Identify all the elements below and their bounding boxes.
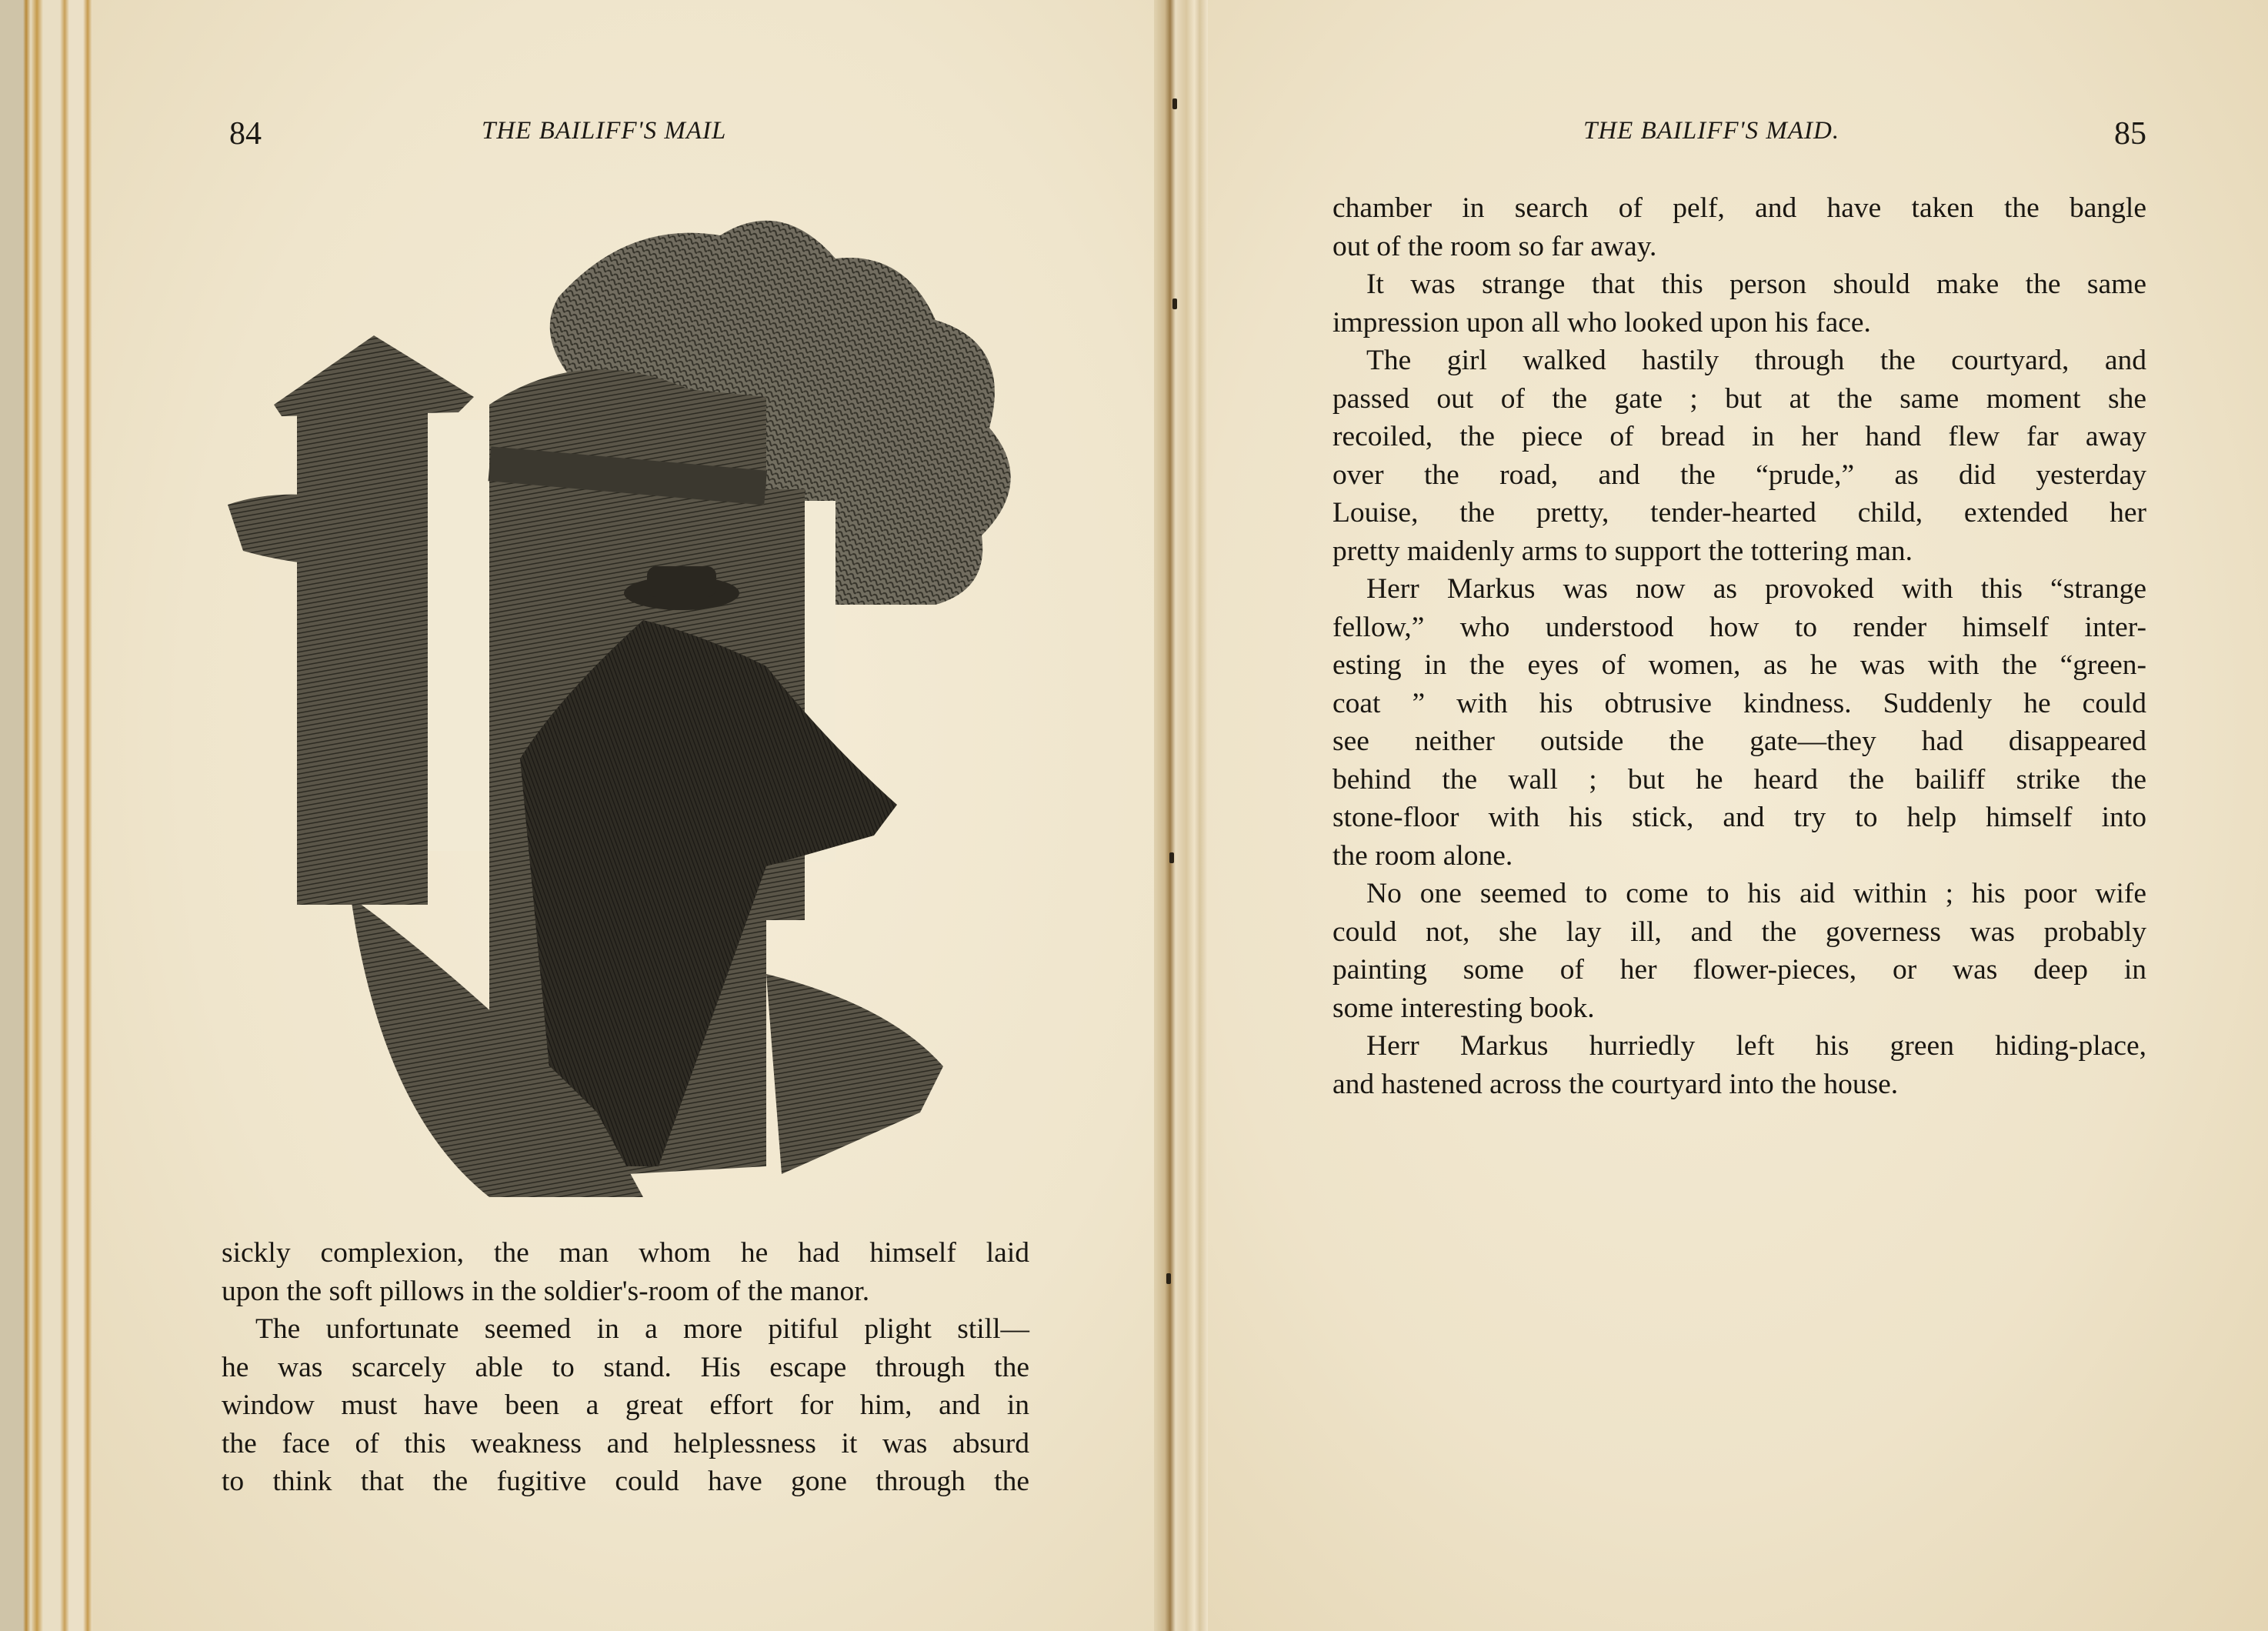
text-line: chamber in search of pelf, and have taken the bangle xyxy=(1332,192,2146,224)
paragraph xyxy=(1332,189,2146,265)
binding-stitch xyxy=(1166,1273,1171,1284)
text-line: It was strange that this person should make the same xyxy=(1366,268,2146,300)
paragraph xyxy=(1332,875,2146,1027)
paragraph xyxy=(222,1234,1029,1310)
binding-stitch xyxy=(1172,98,1177,109)
text-line: some interesting book. xyxy=(1332,992,1595,1024)
text-line: the room alone. xyxy=(1332,839,1513,872)
text-line: No one seemed to come to his aid within ; his poor wife xyxy=(1366,878,2146,909)
left-page-text xyxy=(222,1234,1029,1501)
engraving-illustration xyxy=(228,205,1043,1205)
text-line: stone-floor with his stick, and try to help himself into xyxy=(1332,802,2146,833)
right-page-text xyxy=(1332,189,2146,1103)
text-line: window must have been a great effort for him, and in xyxy=(222,1389,1029,1421)
paragraph xyxy=(1332,1027,2146,1103)
text-line: could not, she lay ill, and the governess was probably xyxy=(1332,916,2146,948)
text-line: coat ” with his obtrusive kindness. Suddenly he could xyxy=(1332,687,2146,719)
book-gutter xyxy=(1154,0,1208,1631)
binding-stitch xyxy=(1169,852,1174,863)
text-line: upon the soft pillows in the soldier's-room of the manor. xyxy=(222,1275,870,1307)
text-line: esting in the eyes of women, as he was with the “green- xyxy=(1332,649,2146,681)
paragraph xyxy=(222,1310,1029,1501)
right-page-number: 85 xyxy=(2114,116,2146,152)
text-line: sickly complexion, the man whom he had himself laid xyxy=(222,1237,1029,1269)
text-line: fellow,” who understood how to render himself inter- xyxy=(1332,611,2146,643)
text-line: and hastened across the courtyard into the house. xyxy=(1332,1068,1899,1100)
text-line: the face of this weakness and helplessness it was absurd xyxy=(222,1427,1029,1459)
text-line: out of the room so far away. xyxy=(1332,230,1657,262)
text-line: see neither outside the gate—they had disappeared xyxy=(1332,725,2146,757)
text-line: The girl walked hastily through the courtyard, and xyxy=(1366,345,2146,376)
text-line: impression upon all who looked upon his face. xyxy=(1332,306,1871,339)
text-line: Herr Markus hurriedly left his green hiding-place, xyxy=(1366,1030,2146,1062)
tower-wall xyxy=(297,412,428,905)
text-line: he was scarcely able to stand. His escape through the xyxy=(222,1351,1029,1383)
paragraph xyxy=(1332,342,2146,570)
text-line: passed out of the gate ; but at the same moment she xyxy=(1332,382,2146,415)
text-line: Louise, the pretty, tender-hearted child, extended her xyxy=(1332,497,2146,529)
text-line: behind the wall ; but he heard the bailiff strike the xyxy=(1332,763,2146,795)
text-line: The unfortunate seemed in a more pitiful plight still— xyxy=(255,1313,1029,1345)
binding-stitch xyxy=(1172,299,1177,309)
right-running-title: THE BAILIFF'S MAID. xyxy=(1583,117,1840,145)
left-running-title: THE BAILIFF'S MAIL xyxy=(482,117,727,145)
page-edges xyxy=(0,0,92,1631)
left-page-number: 84 xyxy=(229,116,262,152)
text-line: over the road, and the “prude,” as did yesterday xyxy=(1332,459,2146,491)
text-line: Herr Markus was now as provoked with this “strange xyxy=(1366,573,2146,605)
tower-roof xyxy=(274,335,474,416)
paragraph xyxy=(1332,265,2146,342)
text-line: pretty maidenly arms to support the tottering man. xyxy=(1332,535,1913,567)
text-line: painting some of her flower-pieces, or was deep in xyxy=(1332,954,2146,986)
paragraph xyxy=(1332,570,2146,875)
text-line: recoiled, the piece of bread in her hand flew far away xyxy=(1332,421,2146,452)
text-line: to think that the fugitive could have gone through the xyxy=(222,1466,1029,1497)
